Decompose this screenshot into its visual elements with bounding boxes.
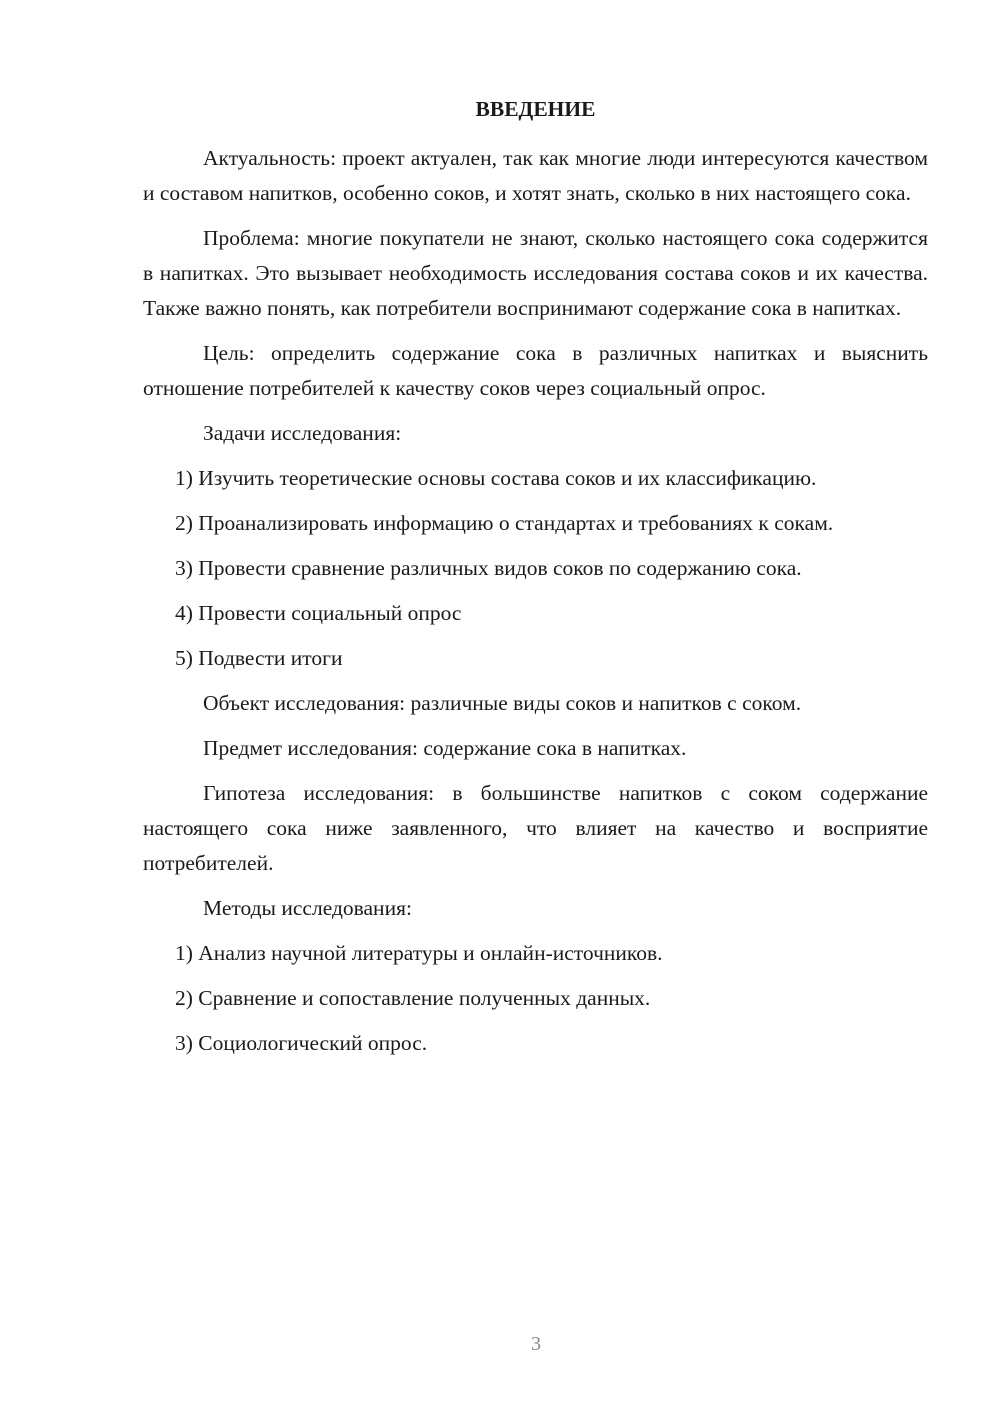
relevance-paragraph: Актуальность: проект актуален, так как многие люди интересуются качеством и составом напитков, особенно соков, и хотят знать, сколько в них настоящего сока. bbox=[143, 146, 928, 205]
document-body bbox=[143, 92, 928, 1071]
method-item: 3) Социологический опрос. bbox=[175, 1031, 428, 1055]
task-item: 2) Проанализировать информацию о стандартах и требованиях к сокам. bbox=[175, 511, 834, 535]
section-title: ВВЕДЕНИЕ bbox=[475, 97, 596, 121]
task-item: 1) Изучить теоретические основы состава соков и их классификацию. bbox=[175, 466, 817, 490]
method-item: 1) Анализ научной литературы и онлайн-источников. bbox=[175, 941, 663, 965]
problem-paragraph: Проблема: многие покупатели не знают, сколько настоящего сока содержится в напитках. Это вызывает необходимость исследования состава соков и их качества. Также важно понять, как потребители воспринимают содержание сока в напитках. bbox=[143, 226, 928, 320]
object-paragraph: Объект исследования: различные виды соков и напитков с соком. bbox=[203, 691, 802, 715]
hypothesis-paragraph: Гипотеза исследования: в большинстве напитков с соком содержание настоящего сока ниже заявленного, что влияет на качество и восприятие потребителей. bbox=[143, 781, 928, 875]
methods-heading: Методы исследования: bbox=[203, 896, 412, 920]
method-item: 2) Сравнение и сопоставление полученных данных. bbox=[175, 986, 651, 1010]
task-item: 4) Провести социальный опрос bbox=[175, 601, 462, 625]
tasks-heading: Задачи исследования: bbox=[203, 421, 402, 445]
page-number: 3 bbox=[531, 1333, 541, 1355]
task-item: 5) Подвести итоги bbox=[175, 646, 343, 670]
subject-paragraph: Предмет исследования: содержание сока в напитках. bbox=[203, 736, 687, 760]
goal-paragraph: Цель: определить содержание сока в различных напитках и выяснить отношение потребителей к качеству соков через социальный опрос. bbox=[143, 341, 928, 400]
task-item: 3) Провести сравнение различных видов соков по содержанию сока. bbox=[175, 556, 802, 580]
